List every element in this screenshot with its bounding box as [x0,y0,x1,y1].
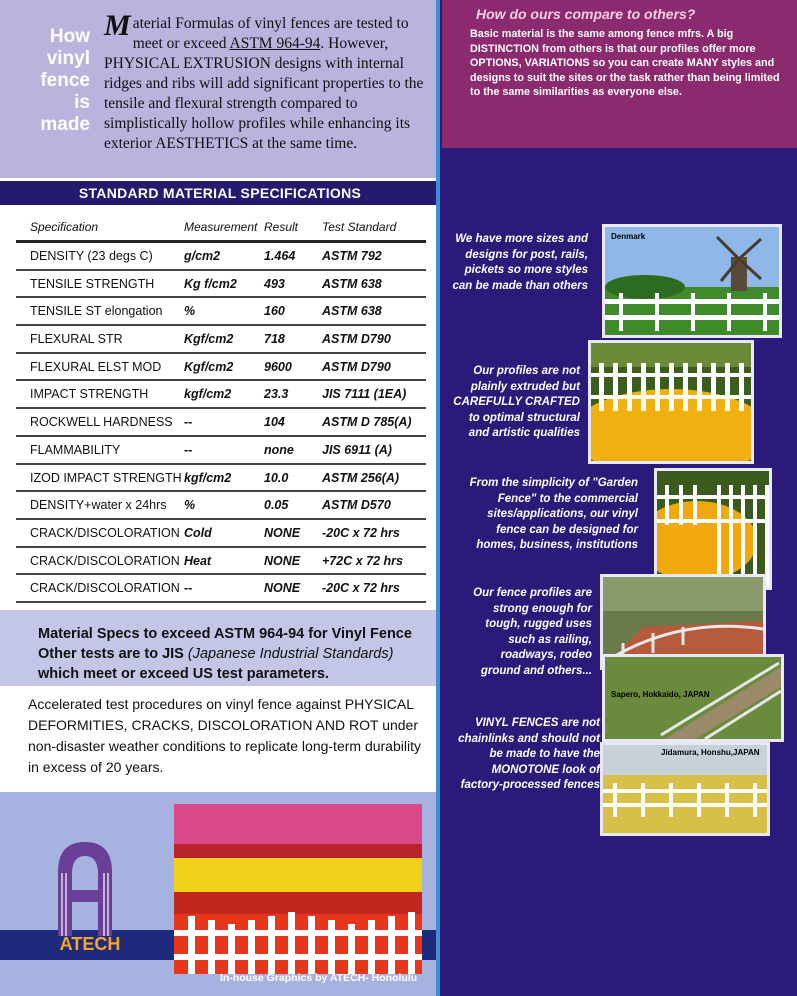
spec-result-cell: 9600 [264,359,292,374]
spec-measurement-cell: -- [184,581,193,596]
jidamura-fence-photo [600,742,770,836]
spec-measurement-cell: Kg f/cm2 [184,276,237,291]
spec-standard-cell: ASTM D 785(A) [322,415,412,430]
graphics-credit: In-house Graphics by ATECH- Honolulu [220,972,418,984]
caption-garden: From the simplicity of "Garden Fence" to the commercial sites/applications, our vinyl fence can be designed for homes, business, institutions [469,477,638,551]
spec-result-cell: 23.3 [264,387,289,402]
spec-table-header: Specification Measurement Result Test Standard [16,214,426,243]
spec-measurement-cell: % [184,498,196,513]
spec-measurement-cell: Kgf/cm2 [184,332,234,347]
comparison-box [442,0,797,148]
spec-standard-cell: ASTM 256(A) [322,470,400,485]
spec-standard-cell: ASTM D570 [322,498,391,513]
note-line-2: Other tests are to JIS (Japanese Industrial Standards) [38,646,394,662]
spec-measurement-cell: Heat [184,553,212,568]
spec-name-cell: CRACK/DISCOLORATION [30,581,180,596]
note-line-3: which meet or exceed US test parameters. [38,666,329,682]
spec-measurement-cell: kgf/cm2 [184,470,232,485]
spec-name-cell: TENSILE STRENGTH [30,276,155,291]
flower-fence-photo-1 [588,340,754,464]
denmark-label: Denmark [611,232,646,241]
spec-result-cell: NONE [264,525,301,540]
spec-table-row [16,298,426,326]
spec-standard-cell: ASTM D790 [322,332,391,347]
intro-text: Material Formulas of vinyl fences are tested to meet or exceed ASTM 964-94. However, PHYSICAL EXTRUSION designs with internal ridges and ribs will add significant properties to the tensile and flexural strength compared to simplistically hollow profiles while enhancing its exterior AESTHETICS at the same time. [104,9,424,152]
test-procedure-paragraph: Accelerated test procedures on vinyl fence against PHYSICAL DEFORMITIES, CRACKS, DISCOLORATION AND ROT under non-disaster weather conditions to replicate long-term durability in excess of 20 years. [28,696,421,775]
spec-measurement-cell: kgf/cm2 [184,387,232,402]
spec-measurement-cell: g/cm2 [184,249,221,263]
spec-table [16,214,426,631]
spec-table-row [16,354,426,382]
spec-table-row [16,381,426,409]
spec-result-cell: 1.464 [264,249,296,263]
spec-table-row [16,437,426,465]
spec-table-body [16,243,426,631]
intro-block [0,0,440,178]
caption-rugged: Our fence profiles are strong enough for tough, rugged uses such as railing, roadways, rodeo ground and others... [473,587,592,677]
spec-table-title: STANDARD MATERIAL SPECIFICATIONS [0,181,440,205]
caption-monotone: VINYL FENCES are not chainlinks and should not be made to have the MONOTONE look of factory-processed fences [458,717,600,791]
caption-crafted: Our profiles are not plainly extruded but CAREFULLY CRAFTED to optimal structural and artistic qualities [453,365,580,439]
spec-standard-cell: ASTM 792 [322,249,382,263]
spec-result-cell: 718 [264,332,285,347]
tulip-fence-photo [174,804,422,974]
intro-side-heading: How vinyl fence is made [40,26,90,135]
spec-result-cell: 10.0 [264,470,289,485]
spec-name-cell: FLEXURAL STR [30,332,123,347]
spec-result-cell: NONE [264,553,301,568]
spec-table-row [16,520,426,548]
spec-result-cell: 493 [264,276,285,291]
atech-logo-icon [54,838,116,938]
spec-name-cell: CRACK/DISCOLORATION [30,553,180,568]
spec-standard-cell: -20C x 72 hrs [322,581,400,596]
spec-standard-cell: ASTM 638 [322,276,382,291]
flower-fence-photo-2 [654,468,772,590]
spec-result-cell: none [264,442,294,457]
spec-measurement-cell: -- [184,442,193,457]
spec-standard-cell: +72C x 72 hrs [322,553,403,568]
spec-measurement-cell: % [184,304,196,319]
spec-name-cell: FLAMMABILITY [30,442,121,457]
spec-standard-cell: ASTM D790 [322,359,391,374]
spec-name-cell: TENSILE ST elongation [30,304,163,319]
spec-table-row [16,409,426,437]
spec-measurement-cell: Kgf/cm2 [184,359,234,374]
spec-standard-cell: JIS 6911 (A) [322,442,392,457]
spec-result-cell: 104 [264,415,285,430]
spec-measurement-cell: -- [184,415,193,430]
spec-result-cell: NONE [264,581,301,596]
spec-name-cell: DENSITY (23 degs C) [30,249,153,263]
brand-name: ATECH [59,934,121,954]
standards-note [0,610,440,686]
sapporo-stairs-photo [602,654,784,742]
spec-name-cell: IZOD IMPACT STRENGTH [30,470,182,485]
spec-name-cell: ROCKWELL HARDNESS [30,415,173,430]
spec-name-cell: CRACK/DISCOLORATION [30,525,180,540]
spec-standard-cell: -20C x 72 hrs [322,525,400,540]
spec-result-cell: 0.05 [264,498,289,513]
spec-name-cell: FLEXURAL ELST MOD [30,359,162,374]
spec-table-row [16,548,426,576]
spec-name-cell: IMPACT STRENGTH [30,387,149,402]
drop-cap: M [104,9,131,42]
spec-standard-cell: ASTM 638 [322,304,382,319]
jidamura-label: Jidamura, Honshu,JAPAN [661,748,760,757]
denmark-fence-photo [602,224,782,338]
caption-sizes: We have more sizes and designs for post, rails, pickets so more styles can be made than others [452,233,588,292]
spec-table-row [16,492,426,520]
comparison-heading: How do ours compare to others? [476,6,696,22]
spec-standard-cell: JIS 7111 (1EA) [322,387,407,402]
spec-result-cell: 160 [264,304,285,319]
comparison-body: Basic material is the same among fence mfrs. A big DISTINCTION from others is that our profiles offer more OPTIONS, VARIATIONS so you can create MANY styles and designs to suit the sites or the task rather than being limited to the same similarities as everyone else. [470,28,780,99]
note-line-1: Material Specs to exceed ASTM 964-94 for Vinyl Fence [38,626,412,642]
astm-standard-link-text: ASTM 964-94 [229,35,321,52]
spec-table-row [16,271,426,299]
sapporo-label: Sapero, Hokkaido, JAPAN [611,690,710,699]
spec-table-row [16,326,426,354]
spec-table-row [16,243,426,271]
spec-table-row [16,575,426,603]
spec-name-cell: DENSITY+water x 24hrs [30,498,167,513]
spec-measurement-cell: Cold [184,525,212,540]
spec-table-row [16,465,426,493]
